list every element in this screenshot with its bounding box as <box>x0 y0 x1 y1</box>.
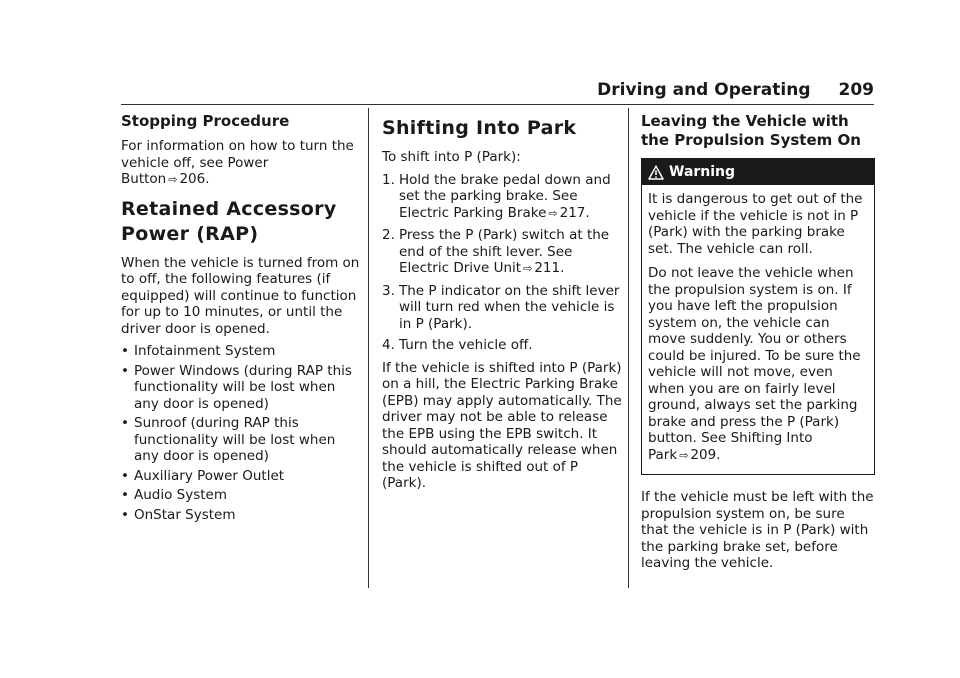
shift-intro: To shift into P (Park): <box>382 149 521 165</box>
rap-feature-list <box>121 343 361 523</box>
leaving-vehicle-heading: Leaving the Vehicle with the Propulsion System On <box>641 112 861 149</box>
page-ref[interactable]: 206. <box>179 171 210 187</box>
reference-arrow-icon: ⇨ <box>523 262 533 275</box>
warning-text-1: It is dangerous to get out of the vehicle if the vehicle is not in P (Park) with the parking brake set. The vehicle can roll. <box>648 191 863 257</box>
warning-header <box>642 159 874 185</box>
list-item: 4. Turn the vehicle off. <box>382 337 533 353</box>
warning-body <box>642 185 874 474</box>
section-title: Driving and Operating <box>597 80 811 100</box>
header-rule <box>121 104 874 105</box>
page-ref[interactable]: 217. <box>559 204 590 221</box>
list-item: • OnStar System <box>121 507 361 524</box>
list-item: • Auxiliary Power Outlet <box>121 468 361 485</box>
list-item: 2. Press the P (Park) switch at the end of the shift lever. See Electric Drive Unit ⇨ 211. <box>382 227 610 276</box>
list-item: • Power Windows (during RAP this functionality will be lost when any door is opened) <box>121 363 361 413</box>
warning-box <box>641 158 875 475</box>
epb-note: If the vehicle is shifted into P (Park) on a hill, the Electric Parking Brake (EPB) may apply automatically. The driver may not be able to release the EPB using the EPB switch. It should automatically release when the vehicle is shifted out of P (Park). <box>382 359 622 491</box>
warning-triangle-icon <box>648 165 664 180</box>
stopping-procedure-heading: Stopping Procedure <box>121 112 290 130</box>
rap-text: When the vehicle is turned from on to off, the following features (if equipped) will continue to function for up to 10 minutes, or until the driver door is opened. <box>121 254 360 337</box>
leaving-vehicle-text: If the vehicle must be left with the propulsion system on, be sure that the vehicle is in P (Park) with the parking brake set, before leaving the vehicle. <box>641 489 874 571</box>
warning-text-2: Do not leave the vehicle when the propulsion system is on. If you have left the propulsion system on, the vehicle can move suddenly. You or others could be injured. To be sure the vehicle will not move, even when you are on fairly level ground, always set the parking brake and press the P (Park) button. See Shifting Into Park ⇨ 209. <box>648 265 861 463</box>
page-ref[interactable]: 209. <box>690 446 721 463</box>
column-divider-2 <box>628 108 629 588</box>
column-3 <box>641 108 875 578</box>
list-item: • Infotainment System <box>121 343 361 360</box>
shift-steps <box>382 172 622 354</box>
list-item: • Sunroof (during RAP this functionality will be lost when any door is opened) <box>121 415 361 465</box>
column-1 <box>121 108 361 526</box>
list-item: 3. The P indicator on the shift lever will turn red when the vehicle is in P (Park). <box>382 282 620 332</box>
reference-arrow-icon: ⇨ <box>548 206 558 220</box>
column-divider-1 <box>368 108 369 588</box>
list-item: 1. Hold the brake pedal down and set the parking brake. See Electric Parking Brake ⇨ 217. <box>382 171 611 221</box>
warning-label: Warning <box>669 164 736 180</box>
column-2 <box>382 108 622 498</box>
rap-heading: Retained Accessory Power (RAP) <box>121 197 337 245</box>
reference-arrow-icon: ⇨ <box>679 448 689 462</box>
page-number: 209 <box>838 80 874 100</box>
reference-arrow-icon: ⇨ <box>168 173 178 186</box>
shifting-into-park-heading: Shifting Into Park <box>382 117 577 139</box>
list-item: • Audio System <box>121 487 361 504</box>
running-header <box>0 80 874 100</box>
page-ref[interactable]: 211. <box>534 260 565 276</box>
stopping-procedure-text: For information on how to turn the vehicle off, see Power Button ⇨ 206. <box>121 138 354 187</box>
